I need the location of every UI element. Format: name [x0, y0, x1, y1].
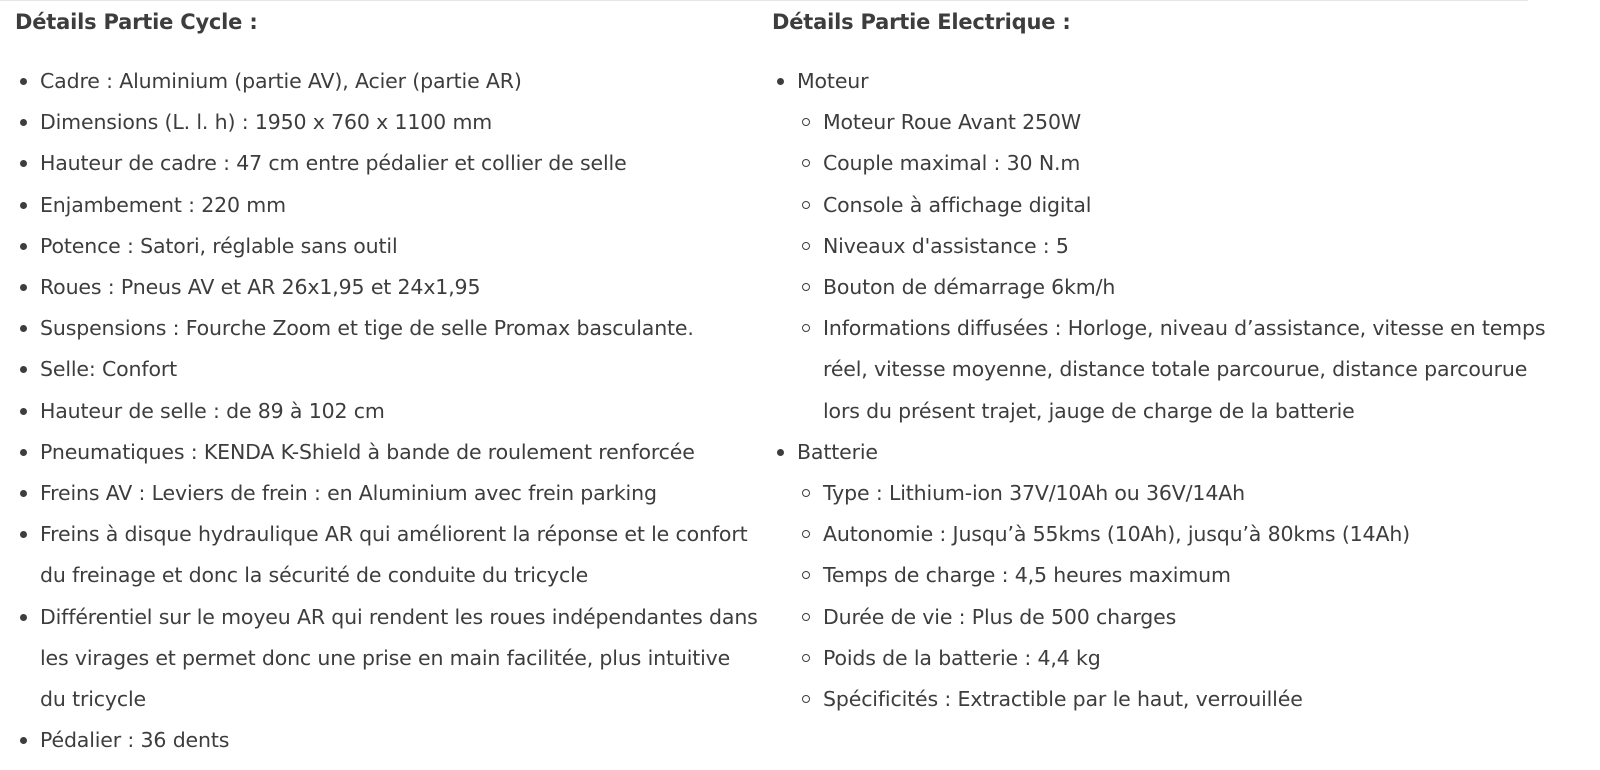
- motor-sub-list: [797, 102, 1547, 432]
- list-item: Freins AV : Leviers de frein : en Aluminium avec frein parking: [15, 473, 760, 514]
- electric-details-column: [772, 0, 1547, 720]
- list-item: Cadre : Aluminium (partie AV), Acier (partie AR): [15, 61, 760, 102]
- electric-details-list: [772, 61, 1547, 720]
- list-item: Selle: Confort: [15, 349, 760, 390]
- sub-list-item: Poids de la batterie : 4,4 kg: [797, 638, 1547, 679]
- list-item: Pédalier : 36 dents: [15, 720, 760, 761]
- list-item: Suspensions : Fourche Zoom et tige de selle Promax basculante.: [15, 308, 760, 349]
- list-item: Dimensions (L. l. h) : 1950 x 760 x 1100 mm: [15, 102, 760, 143]
- sub-list-item: Informations diffusées : Horloge, niveau d’assistance, vitesse en temps réel, vitesse moyenne, distance totale parcourue, distance parcourue lors du présent trajet, jauge de charge de la batterie: [797, 308, 1547, 432]
- list-item: Hauteur de selle : de 89 à 102 cm: [15, 391, 760, 432]
- sub-list-item: Niveaux d'assistance : 5: [797, 226, 1547, 267]
- sub-list-item: Console à affichage digital: [797, 185, 1547, 226]
- sub-list-item: Type : Lithium-ion 37V/10Ah ou 36V/14Ah: [797, 473, 1547, 514]
- list-item: Hauteur de cadre : 47 cm entre pédalier et collier de selle: [15, 143, 760, 184]
- sub-list-item: Bouton de démarrage 6km/h: [797, 267, 1547, 308]
- sub-list-item: Couple maximal : 30 N.m: [797, 143, 1547, 184]
- sub-list-item: Temps de charge : 4,5 heures maximum: [797, 555, 1547, 596]
- battery-sub-list: [797, 473, 1547, 720]
- motor-group-label: Moteur: [797, 69, 869, 93]
- list-item: Différentiel sur le moyeu AR qui rendent les roues indépendantes dans les virages et permet donc une prise en main facilitée, plus intuitive du tricycle: [15, 597, 760, 721]
- sub-list-item: Moteur Roue Avant 250W: [797, 102, 1547, 143]
- list-item: Freins à disque hydraulique AR qui améliorent la réponse et le confort du freinage et donc la sécurité de conduite du tricycle: [15, 514, 760, 596]
- sub-list-item: Spécificités : Extractible par le haut, verrouillée: [797, 679, 1547, 720]
- list-item-battery: [772, 432, 1547, 720]
- cycle-details-column: [15, 0, 760, 761]
- cycle-details-list: [15, 61, 760, 761]
- sub-list-item: Durée de vie : Plus de 500 charges: [797, 597, 1547, 638]
- list-item-motor: [772, 61, 1547, 432]
- electric-details-title: Détails Partie Electrique :: [772, 10, 1071, 34]
- list-item: Roues : Pneus AV et AR 26x1,95 et 24x1,95: [15, 267, 760, 308]
- battery-group-label: Batterie: [797, 439, 878, 464]
- list-item: Enjambement : 220 mm: [15, 185, 760, 226]
- list-item: Potence : Satori, réglable sans outil: [15, 226, 760, 267]
- list-item: Pneumatiques : KENDA K-Shield à bande de roulement renforcée: [15, 432, 760, 473]
- sub-list-item: Autonomie : Jusqu’à 55kms (10Ah), jusqu’à 80kms (14Ah): [797, 514, 1547, 555]
- cycle-details-title: Détails Partie Cycle :: [15, 10, 258, 34]
